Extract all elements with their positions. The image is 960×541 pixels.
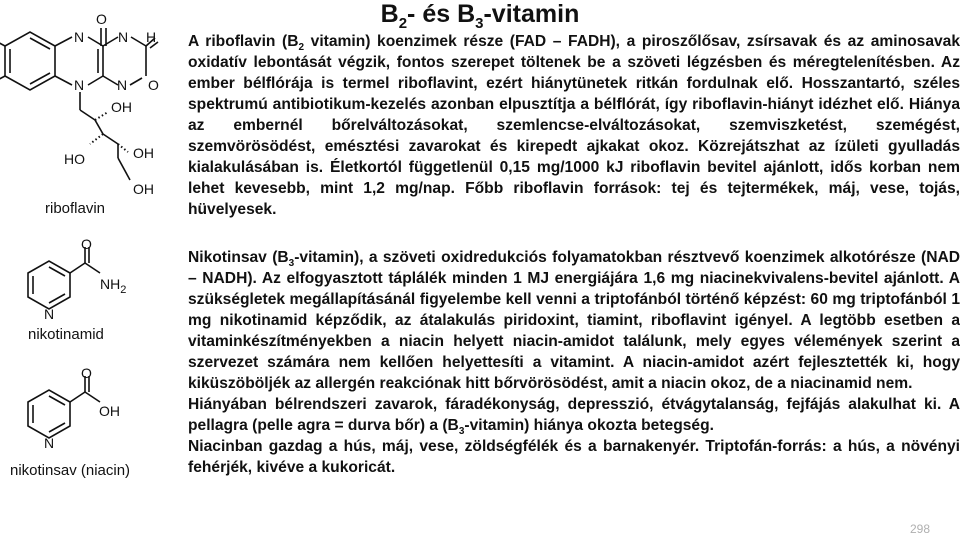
page-number: 298 (909, 522, 930, 536)
svg-text:O: O (148, 77, 159, 93)
svg-text:N: N (44, 306, 55, 322)
svg-text:O: O (81, 236, 92, 252)
svg-text:N: N (117, 77, 128, 93)
svg-text:OH: OH (133, 181, 154, 197)
svg-text:OH: OH (133, 145, 154, 161)
svg-text:N: N (44, 435, 55, 451)
svg-text:O: O (81, 365, 92, 381)
riboflavin-paragraph: A riboflavin ($B_2$ vitamin) koenzimek része (FAD – FADH), a piroszőlősav, zsírsavak és az aminosavak oxidatív lebontását végzik, fontos szerepet töltenek be a szöveti légzésben és méregtelenítésben. Az ember bélflórája is termel riboflavint, ezért hiánytünetek ritkán fordulnak elő. Hosszantartó, széles spektrumú antibiotikum-kezelés azonban elpusztítja a bélflórát, így riboflavin-hiányt idézhet elő. Hiánya az embernél bőrelváltozásokat, szemlencse-elváltozásokat, szemviszketést, szemégést, szemvörösödést, emésztési zavarokat és kirepedt ajkakat okoz. Közrejátszhat az ízületi gyulladás kialakulásában is. Életkortól függetlenül 0,15 mg/1000 kJ riboflavin bevitel ajánlott, idős korban nem lehet kevesebb, mint 1,2 mg/nap. Főbb riboflavin források: tej és tejtermékek, máj, vese, tojás, hüvelyesek. (188, 33, 960, 218)
svg-text:H: H (146, 29, 157, 45)
svg-text:N: N (74, 77, 85, 93)
svg-text:NH2: $NH_2$ (100, 276, 127, 296)
svg-text:OH: OH (111, 99, 132, 115)
svg-text:HO: HO (64, 151, 85, 167)
riboflavin-structure (0, 8, 180, 208)
svg-text:O: O (96, 11, 107, 27)
niacin-structure (0, 364, 180, 454)
riboflavin-caption: riboflavin (45, 200, 106, 217)
niacin-caption: nikotinsav (niacin) (10, 462, 131, 479)
page-title: $B_2-$ és $B_3$-vitamin (380, 0, 580, 32)
nicotinamide-caption: nikotinamid (28, 326, 104, 343)
nicotinamide-structure (0, 235, 180, 325)
svg-text:OH: OH (99, 403, 120, 419)
niacin-paragraph: Nikotinsav $(B_3-vitamin)$, a szöveti oxidredukciós folyamatokban résztvevő koenzimek alkotórésze (NAD – NADH). Az elfogyasztott táplálék minden 1 MJ energiájára 1,6 mg niacinekvivalens-bevitel ajánlott. A szükségletek megállapításánál figyelembe kell venni a triptofánból történő képzést: 60 mg triptofánból 1 mg nikotinamid képződik, az átalakulás piridoxint, tiamint, riboflavint igényel. A legtöbb esetben a vitaminkészítményekben a niacin helyett niacin-amidot találunk, mely egyes vélemények szerint a szervezet számára nem kellően helyettesíti a vitamint. A niacin-amidot azért fejlesztették ki, hogy kiküszöböljék az allergén reakciónak hitt bőrvörösödést, amit a niacin okoz, de a niacinamid nem. Hiányában bélrendszeri zavarok, fáradékonyság, depresszió, étvágytalanság, fejfájás alakulhat ki. A pellagra (pelle agra = durva bőr) a $(B_3-vitamin)$ hiánya okozta betegség. Niacinban gazdag a hús, máj, vese, zöldségfélék és a barnakenyér. Triptofán-forrás: a hús, a növényi fehérjék, kivéve a kukoricát. (188, 249, 960, 476)
svg-text:N: N (118, 29, 129, 45)
svg-text:N: N (74, 29, 85, 45)
